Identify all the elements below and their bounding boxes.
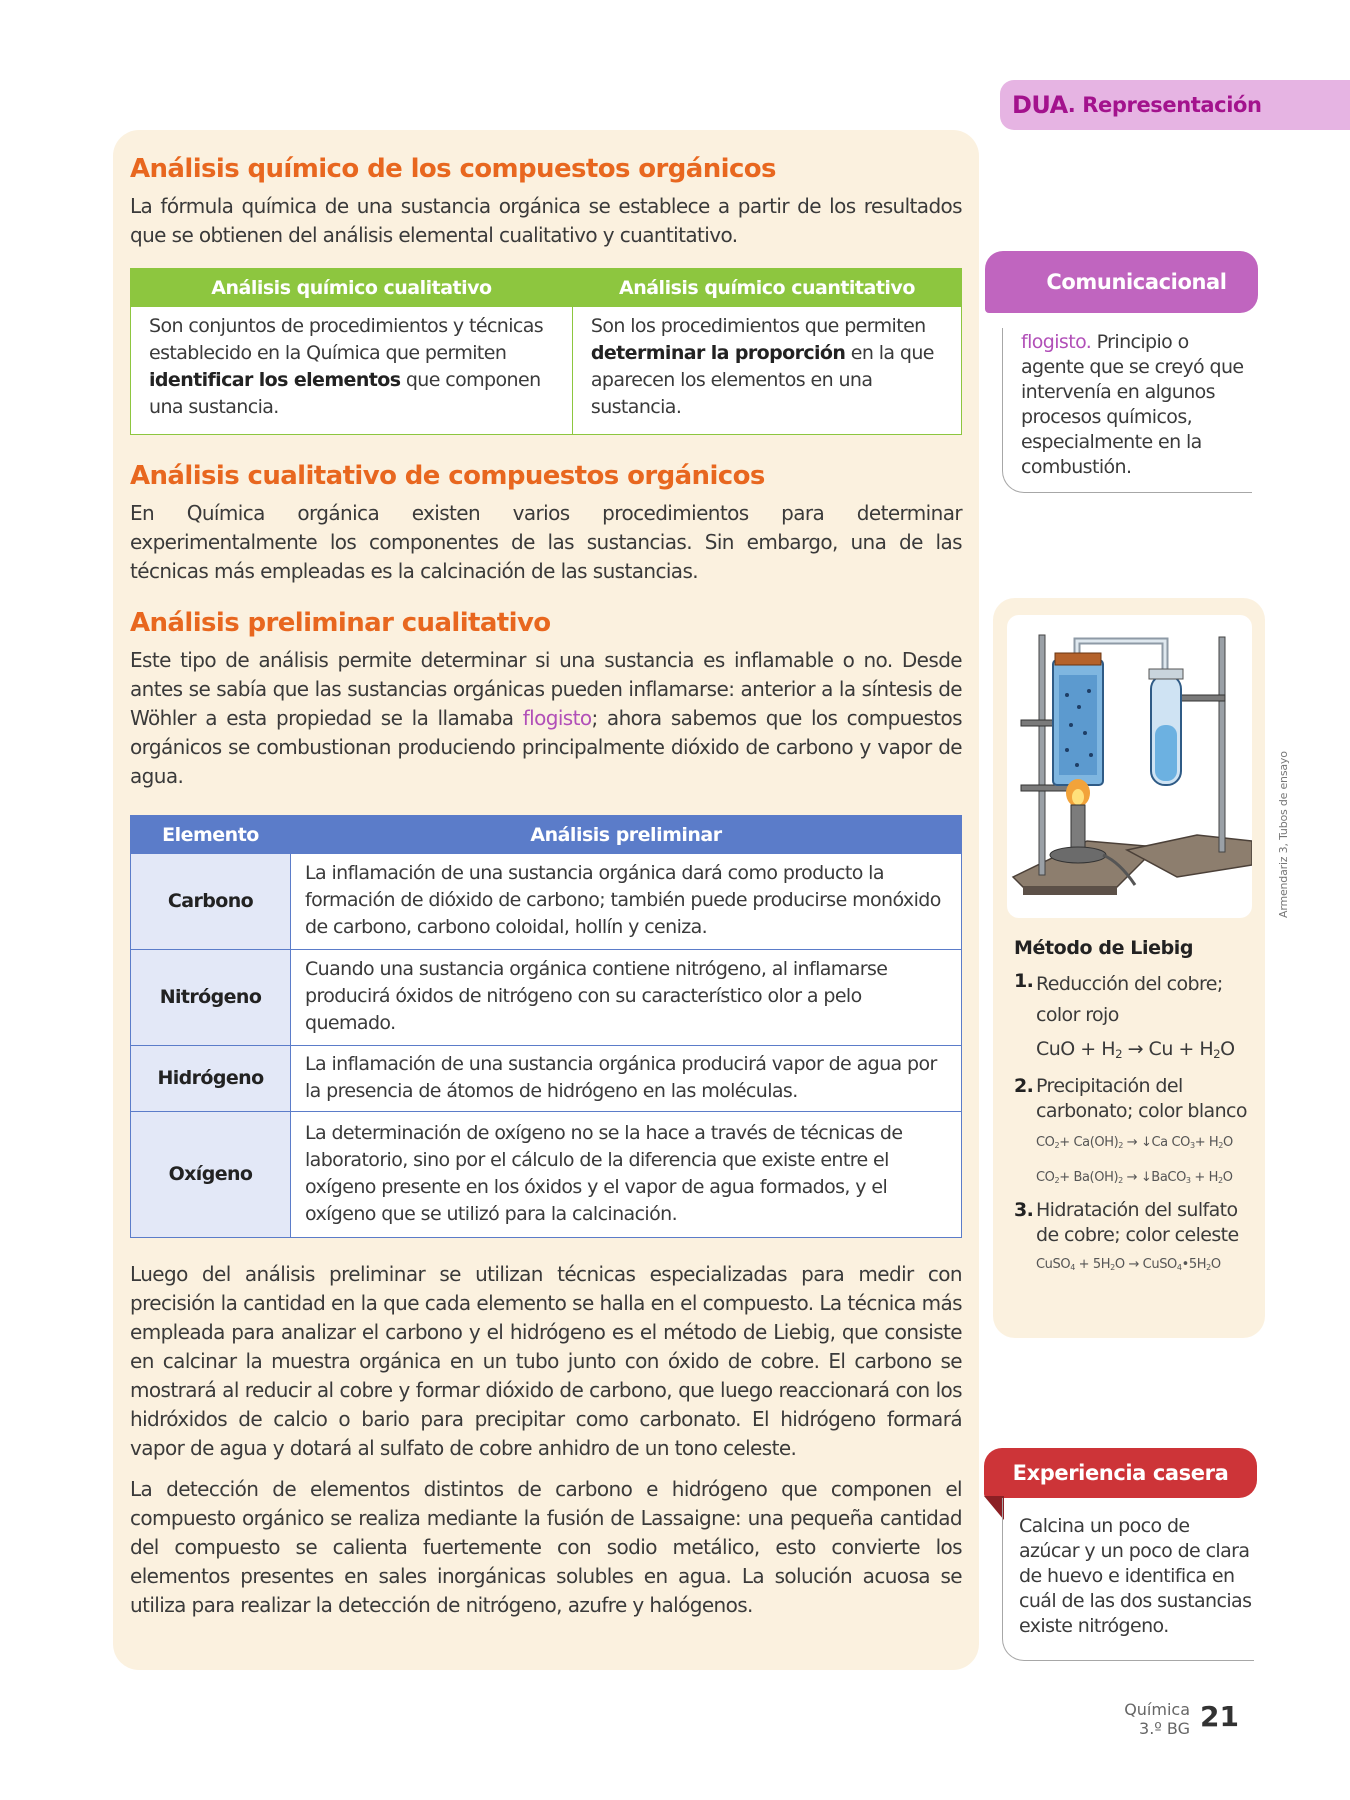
section3-text-post: ; ahora sabemos que los compuestos orgánicos se combustionan produciendo principalmente dióxido de carbono y vapor de agua. [130, 706, 962, 788]
item-number: 2. [1014, 1074, 1034, 1097]
table2-header-analisis: Análisis preliminar [291, 816, 962, 854]
table1-cell-cuantitativo [572, 307, 961, 435]
experiencia-fold-icon [984, 1496, 1004, 1520]
analysis-types-table [130, 268, 962, 435]
comunicacional-header: Comunicacional [985, 251, 1258, 313]
list-item [1014, 969, 1254, 1066]
analysis-cell: La determinación de oxígeno no se la hace a través de técnicas de laboratorio, sino por el cálculo de la diferencia que existe entre el oxígeno presente en los óxidos y el vapor de agua formados, y el oxígeno que se utilizó para la calcinación. [291, 1112, 962, 1238]
table1-header-cualitativo: Análisis químico cualitativo [131, 269, 573, 307]
cuo-reduction-equation: CuO + $H_2 \to Cu + H_2O$ [1036, 1038, 1235, 1061]
table-row [131, 1046, 962, 1112]
element-cell: Oxígeno [131, 1112, 291, 1238]
barium-carbonate-equation: $CO_2+ Ba(OH)_2$ → ↓BaCO$_3$ + $H_2O$ [1036, 1169, 1233, 1185]
experiencia-casera-header: Experiencia casera [984, 1448, 1257, 1498]
analysis-cell: La inflamación de una sustancia orgánica dará como producto la formación de dióxido de carbono; también puede producirse monóxido de carbono, carbono coloidal, hollín y ceniza. [291, 854, 962, 950]
dua-label: DUA [1012, 91, 1068, 119]
table-row [131, 1112, 962, 1238]
lassaigne-paragraph: La detección de elementos distintos de carbono e hidrógeno que componen el compuesto orgánico se realiza mediante la fusión de Lassaigne: una pequeña cantidad del compuesto se calienta fuertemente con sodio metálico, esto convierte los elementos presentes en sales inorgánicas solubles en agua. La solución acuosa se utiliza para realizar la detección de nitrógeno, azufre y halógenos. [130, 1477, 962, 1617]
item-text: Reducción del cobre; color rojo [1036, 973, 1223, 1026]
item-number: 1. [1014, 970, 1034, 992]
section3-text-pre: Este tipo de análisis permite determinar si una sustancia es inflamable o no. Desde antes se sabía que las sustancias orgánicas pueden inflamarse: anterior a la síntesis de Wöhler a esta propiedad se la llamaba [130, 648, 962, 730]
preliminary-analysis-table [130, 815, 962, 1238]
table1-cell-cualitativo [131, 307, 573, 435]
page-number: 21 [1200, 1700, 1239, 1733]
table2-header-elemento: Elemento [131, 816, 291, 854]
flogisto-link[interactable]: flogisto [522, 706, 592, 730]
dua-representacion-tab [1000, 80, 1350, 130]
element-cell: Nitrógeno [131, 950, 291, 1046]
liebig-title: Método de Liebig [1014, 937, 1194, 959]
table1-header-cuantitativo: Análisis químico cuantitativo [572, 269, 961, 307]
liebig-apparatus-illustration [1007, 615, 1252, 918]
analysis-cell: Cuando una sustancia orgánica contiene nitrógeno, al inflamarse producirá óxidos de nitrógeno con su característico olor a pelo quemado. [291, 950, 962, 1046]
item-number: 3. [1014, 1198, 1034, 1221]
section1-intro: La fórmula química de una sustancia orgánica se establece a partir de los resultados que se obtienen del análisis elemental cualitativo y cuantitativo. [130, 194, 962, 247]
section1-title: Análisis químico de los compuestos orgánicos [130, 154, 776, 184]
calcium-carbonate-equation: $CO_2+ Ca(OH)_2$ → ↓Ca $CO_3+ H_2O$ [1036, 1134, 1233, 1150]
table1-cell1-text-post: que componen una sustancia. [149, 369, 541, 418]
table1-cell2-bold: determinar la proporción [590, 342, 846, 364]
analysis-cell: La inflamación de una sustancia orgánica producirá vapor de agua por la presencia de átomos de hidrógeno en las moléculas. [291, 1046, 962, 1112]
image-credit: Armendariz 3, Tubos de ensayo [1277, 751, 1290, 918]
table1-cell2-text-post: en la que aparecen los elementos en una sustancia. [590, 342, 934, 418]
table-row [131, 854, 962, 950]
section3-title: Análisis preliminar cualitativo [130, 608, 551, 638]
section2-title: Análisis cualitativo de compuestos orgánicos [130, 461, 765, 491]
representacion-label: . Representación [1067, 93, 1262, 117]
table1-cell1-bold: identificar los elementos [149, 369, 401, 391]
list-item [1014, 1074, 1254, 1190]
table1-cell2-text-pre: Son los procedimientos que permiten [590, 315, 926, 337]
element-cell: Carbono [131, 854, 291, 950]
liebig-method [1014, 935, 1254, 1277]
section3-text [130, 646, 962, 791]
comunicacional-definition [1002, 328, 1252, 493]
main-content [130, 152, 962, 1620]
grade-label: 3.º BG [1139, 1719, 1190, 1738]
experiencia-casera-text: Calcina un poco de azúcar y un poco de clara de huevo e identifica en cuál de las dos sustancias existe nitrógeno. [1002, 1498, 1254, 1661]
item-text: Hidratación del sulfato de cobre; color celeste [1036, 1198, 1239, 1246]
footer-subject [1080, 1700, 1190, 1738]
list-item [1014, 1198, 1254, 1277]
section2-text: En Química orgánica existen varios procedimientos para determinar experimentalmente los componentes de las sustancias. Sin embargo, una de las técnicas más empleadas es la calcinación de las sustancias. [130, 501, 962, 583]
liebig-paragraph: Luego del análisis preliminar se utilizan técnicas especializadas para medir con precisión la cantidad en la que cada elemento se halla en el compuesto. La técnica más empleada para analizar el carbono y el hidrógeno es el método de Liebig, que consiste en calcinar la muestra orgánica en un tubo junto con óxido de cobre. El carbono se mostrará al reducir al cobre y formar dióxido de carbono, que luego reaccionará con los hidróxidos de calcio o bario para precipitar como carbonato. El hidrógeno formará vapor de agua y dotará al sulfato de cobre anhidro de un tono celeste. [130, 1262, 962, 1460]
table-row [131, 950, 962, 1046]
item-text: Precipitación del carbonato; color blanco [1036, 1074, 1247, 1122]
flogisto-term: flogisto. [1021, 331, 1092, 353]
copper-sulfate-equation: CuSO$_4$ + $5H_2O$ → $CuSO_4•5H_2O$ [1036, 1256, 1221, 1272]
flogisto-definition: Principio o agente que se creyó que intervenía en algunos procesos químicos, especialmente en la combustión. [1021, 331, 1244, 478]
table1-cell1-text-pre: Son conjuntos de procedimientos y técnicas establecido en la Química que permiten [149, 315, 544, 364]
subject-label: Química [1124, 1700, 1190, 1719]
element-cell: Hidrógeno [131, 1046, 291, 1112]
